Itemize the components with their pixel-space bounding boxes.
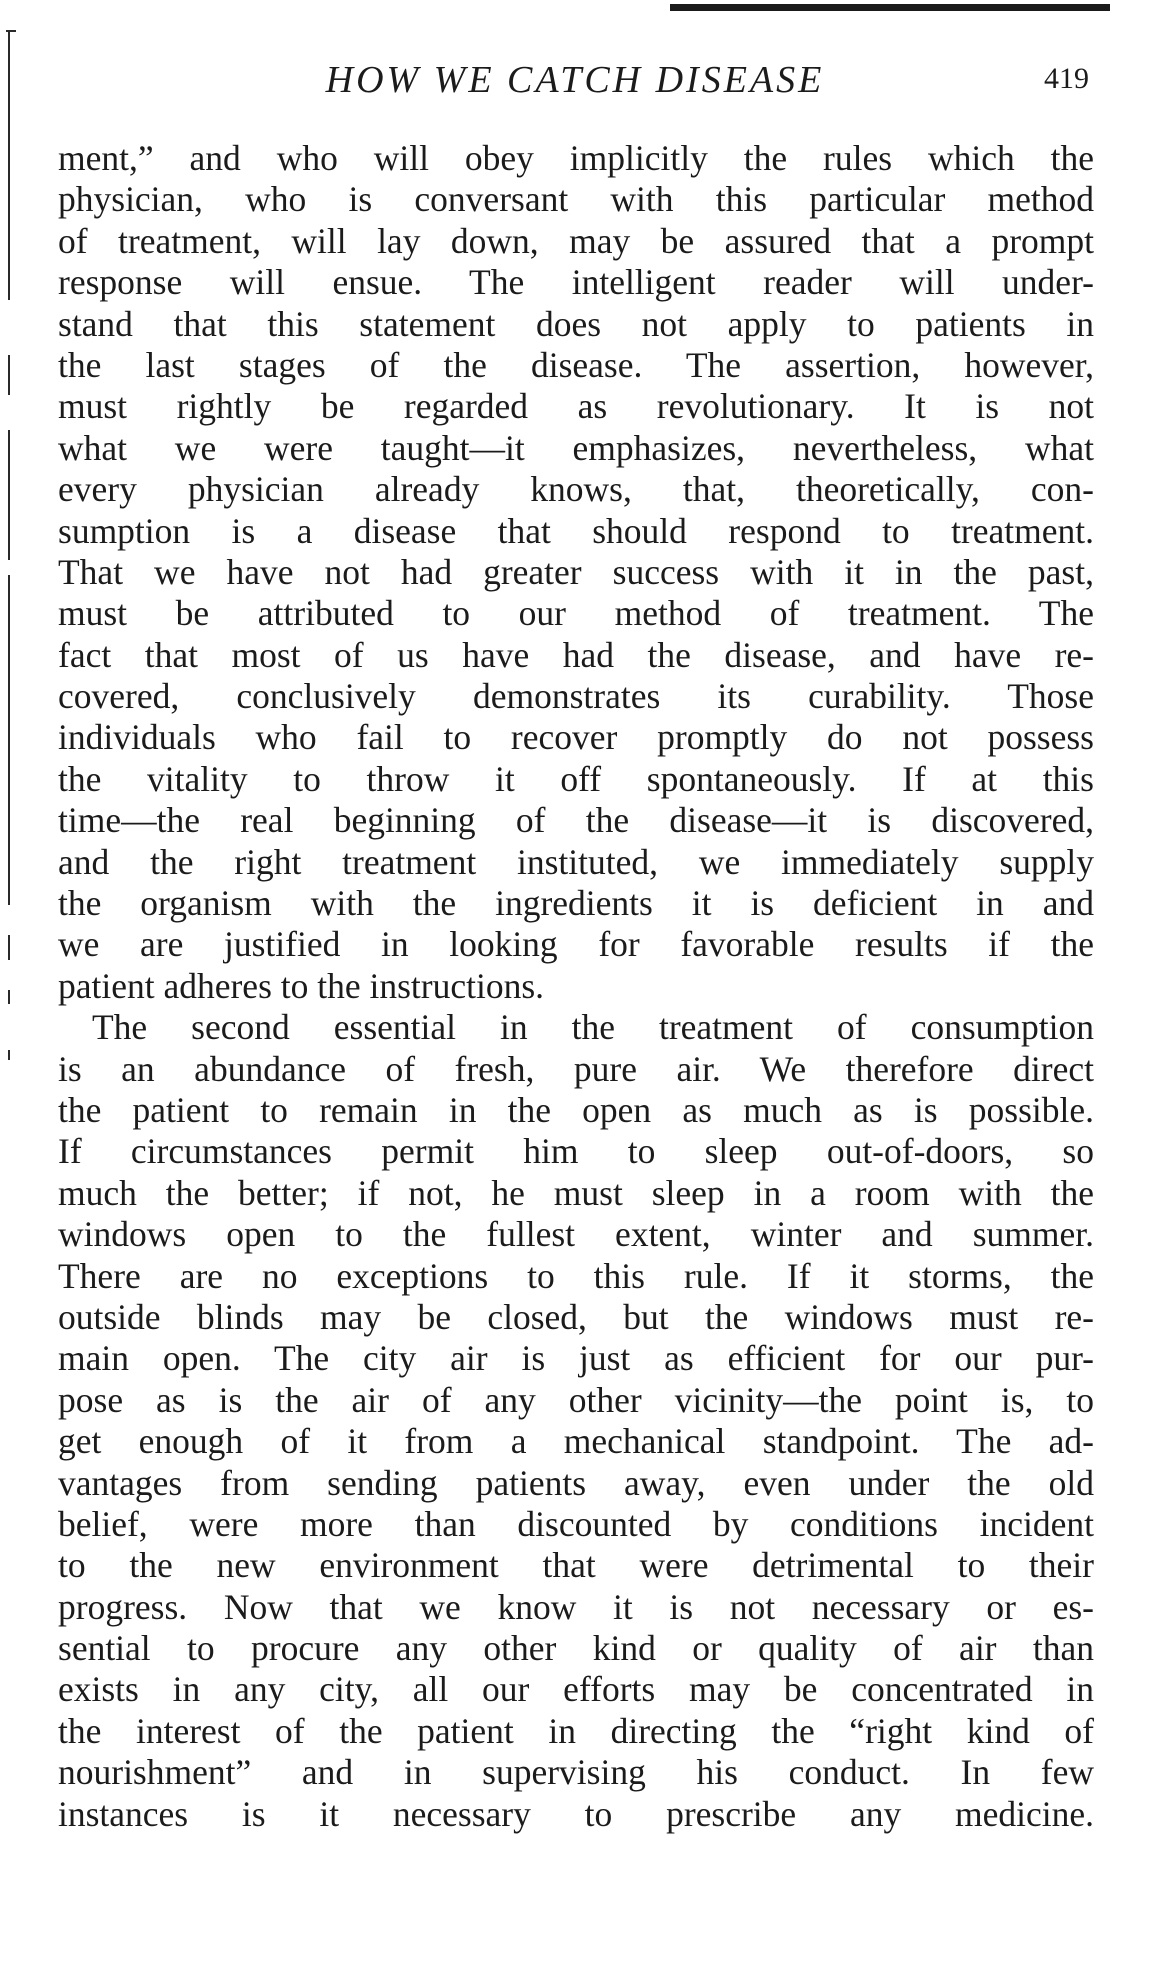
- text-line: instances is it necessary to prescribe any medicine.: [58, 1793, 1094, 1834]
- text-line: the vitality to throw it off spontaneously. If at this: [58, 758, 1094, 799]
- running-title: HOW WE CATCH DISEASE: [325, 59, 825, 101]
- text-line: the patient to remain in the open as much as is possible.: [58, 1089, 1094, 1130]
- text-line: we are justified in looking for favorable results if the: [58, 924, 1094, 965]
- text-line: belief, were more than discounted by conditions incident: [58, 1503, 1094, 1544]
- text-line: stand that this statement does not apply to patients in: [58, 303, 1094, 344]
- text-line: must rightly be regarded as revolutionary. It is not: [58, 386, 1094, 427]
- text-line: exists in any city, all our efforts may be concentrated in: [58, 1669, 1094, 1710]
- text-line: must be attributed to our method of treatment. The: [58, 593, 1094, 634]
- paragraph-1: [58, 138, 1094, 1007]
- text-line: the last stages of the disease. The assertion, however,: [58, 344, 1094, 385]
- text-line: patient adheres to the instructions.: [58, 965, 545, 1006]
- text-line: nourishment” and in supervising his conduct. In few: [58, 1752, 1094, 1793]
- text-line: response will ensue. The intelligent reader will under-: [58, 262, 1094, 303]
- text-line: ment,” and who will obey implicitly the rules which the: [58, 138, 1094, 178]
- page-number: 419: [1044, 62, 1089, 95]
- running-head: [55, 58, 1095, 108]
- text-line: time—the real beginning of the disease—it is discovered,: [58, 800, 1094, 841]
- text-line: the interest of the patient in directing the “right kind of: [58, 1710, 1094, 1751]
- text-line: physician, who is conversant with this particular method: [58, 179, 1094, 220]
- text-line: progress. Now that we know it is not necessary or es-: [58, 1586, 1094, 1627]
- margin-line-mark: [8, 30, 10, 300]
- text-line: outside blinds may be closed, but the windows must re-: [58, 1296, 1094, 1337]
- margin-line-mark: [8, 430, 10, 560]
- margin-line-mark: [8, 355, 10, 395]
- text-line: windows open to the fullest extent, winter and summer.: [58, 1214, 1094, 1255]
- margin-line-mark: [8, 935, 10, 960]
- top-scan-rule: [670, 4, 1110, 11]
- margin-line-mark: [8, 575, 10, 905]
- margin-line-mark: [8, 990, 10, 1004]
- text-line: If circumstances permit him to sleep out-of-doors, so: [58, 1131, 1094, 1172]
- text-line: individuals who fail to recover promptly do not possess: [58, 717, 1094, 758]
- text-line: pose as is the air of any other vicinity—the point is, to: [58, 1379, 1094, 1420]
- text-line: to the new environment that were detrimental to their: [58, 1545, 1094, 1586]
- body-text: [58, 138, 1094, 1835]
- text-line: That we have not had greater success with it in the past,: [58, 551, 1094, 592]
- text-line: The second essential in the treatment of consumption: [92, 1007, 1094, 1048]
- text-line: every physician already knows, that, theoretically, con-: [58, 469, 1094, 510]
- text-line: get enough of it from a mechanical standpoint. The ad-: [58, 1421, 1094, 1462]
- text-line: much the better; if not, he must sleep in a room with the: [58, 1172, 1094, 1213]
- text-line: There are no exceptions to this rule. If it storms, the: [58, 1255, 1094, 1296]
- text-line: fact that most of us have had the disease, and have re-: [58, 634, 1094, 675]
- text-line: main open. The city air is just as efficient for our pur-: [58, 1338, 1094, 1379]
- text-line: covered, conclusively demonstrates its curability. Those: [58, 676, 1094, 717]
- text-line: is an abundance of fresh, pure air. We therefore direct: [58, 1048, 1094, 1089]
- text-line: sential to procure any other kind or quality of air than: [58, 1628, 1094, 1669]
- text-line: the organism with the ingredients it is deficient in and: [58, 883, 1094, 924]
- left-margin-scan-marks: [0, 0, 40, 1961]
- text-line: vantages from sending patients away, even under the old: [58, 1462, 1094, 1503]
- margin-line-mark: [8, 1050, 10, 1060]
- paragraph-2: [58, 1007, 1094, 1835]
- text-line: of treatment, will lay down, may be assured that a prompt: [58, 220, 1094, 261]
- text-line: and the right treatment instituted, we immediately supply: [58, 841, 1094, 882]
- text-line: what we were taught—it emphasizes, nevertheless, what: [58, 427, 1094, 468]
- text-line: sumption is a disease that should respond to treatment.: [58, 510, 1094, 551]
